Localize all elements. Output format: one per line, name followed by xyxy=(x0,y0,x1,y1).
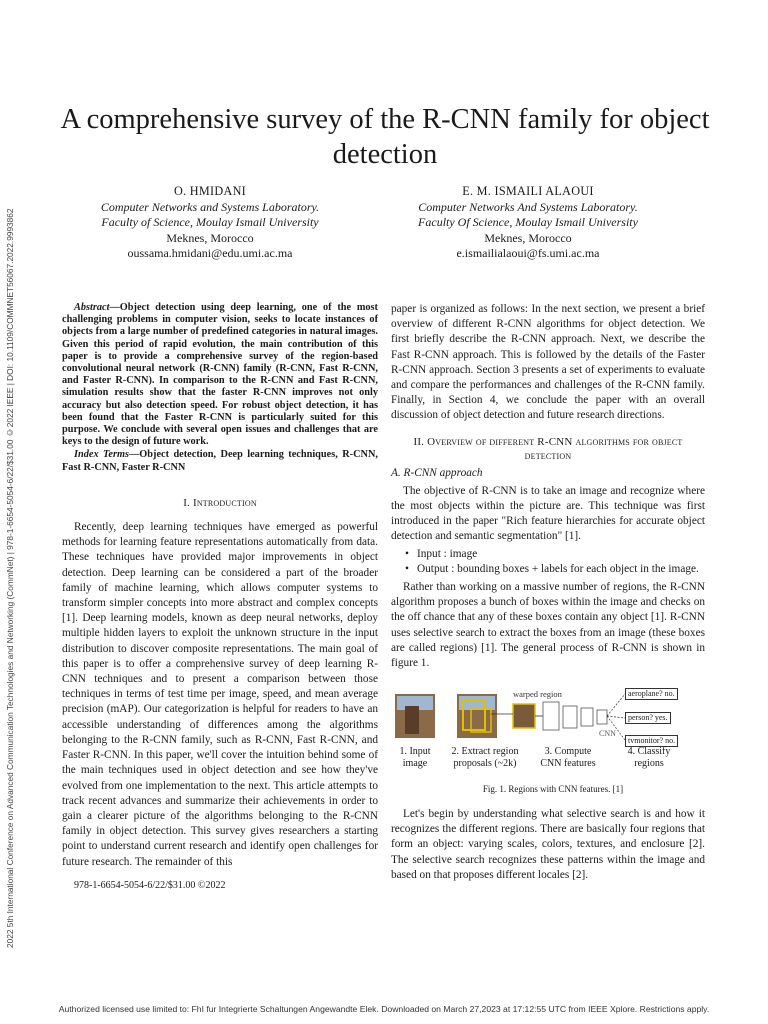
author-lab: Computer Networks and Systems Laboratory. xyxy=(100,199,320,214)
intro-paragraph: Recently, deep learning techniques have emerged as powerful methods for learning feature representations automatically from data. These techniques have provided major improvements in object detection. Deep learning can be considered a part of the broader family of machine learning, which allows computer systems to transform simpler concepts into more abstract and complex concepts [1]. Deep learning models, known as deep neural networks, deploy multiple hidden layers to exploit the unknown structure in the input distribution to discover composite representations. The main goal of this paper is to offer a comprehensive survey of deep learning R-CNN techniques and to present a comparison between those techniques in terms of test time per image, speed, and mean average precision (mAP). Our categorization is helpful for readers to have an accessible understanding of differences among the algorithms belonging to the R-CNN family, such as R-CNN, Fast R-CNN, and Faster R-CNN. In this paper, we'll cover the intuition behind some of the main techniques used in object detection and see how they've evolved from one implementation to the next. This article attempts to track recent advances and summarize their achievements in order to gain a clearer picture of the algorithms belonging to the R-CNN family in object detection. This survey gives researchers a starting point to understand current research and identify open challenges for future research. The remainder of this xyxy=(62,521,378,868)
subsection-heading-rcnn: A. R-CNN approach xyxy=(391,466,483,479)
selective-search-paragraph: Let's begin by understanding what selective search is and how it recognizes the different regions. There are basically four regions that form an object: varying scales, colors, textures, and enclosure [2]. The selective search recognizes these patterns within the image and based on that proposes different locales [2]. xyxy=(391,808,705,881)
index-terms xyxy=(62,449,378,473)
outline-paragraph: paper is organized as follows: In the next section, we present a brief overview of different R-CNN algorithms for object detection. We first briefly describe the R-CNN approach. Next, we describe the Fast R-CNN approach. This is followed by the details of the Faster R-CNN approach. Section 3 presents a set of experiments to evaluate and compare the performances and challenges of the R-CNN family. Finally, in Section 4, we conclude the paper with an overall discussion of object detection and future research directions. xyxy=(391,303,705,422)
output-box: person? yes. xyxy=(625,712,671,724)
warped-region-image xyxy=(513,704,535,728)
paper-title: A comprehensive survey of the R-CNN family for object detection xyxy=(60,104,710,170)
author-faculty: Faculty Of Science, Moulay Ismail University xyxy=(418,215,638,229)
author-city: Meknes, Morocco xyxy=(484,230,572,245)
right-column xyxy=(391,302,705,671)
section-numeral: I. xyxy=(183,496,191,509)
section-heading-introduction xyxy=(62,496,378,511)
list-item: • Output : bounding boxes + labels for each object in the image. xyxy=(417,562,705,577)
author-faculty: Faculty of Science, Moulay Ismail University xyxy=(101,215,319,229)
output-box: tvmonitor? no. xyxy=(625,735,678,747)
step-compute: 3. Compute CNN features xyxy=(540,746,596,769)
author-name: E. M. ISMAILI ALAOUI xyxy=(462,184,594,198)
section-numeral: II. xyxy=(413,435,425,448)
warped-region-label: warped region xyxy=(513,689,562,699)
figure-caption: Fig. 1. Regions with CNN features. [1] xyxy=(482,784,624,794)
rcnn-figure xyxy=(393,688,713,772)
section-title: Overview of different R-CNN algorithms for object detection xyxy=(427,435,683,462)
author-city: Meknes, Morocco xyxy=(166,230,254,245)
cnn-block xyxy=(543,702,559,730)
cnn-label: CNN xyxy=(599,729,616,738)
license-note: Authorized licensed use limited to: FhI fur Integrierte Schaltungen Angewandte Elek. Downloaded on March 27,2023 at 17:12:55 UTC from IEEE Xplore. Restrictions apply. xyxy=(58,1004,710,1014)
right-column-lower xyxy=(391,807,705,883)
rcnn-paragraph-2: Rather than working on a massive number of regions, the R-CNN algorithm proposes a bunch of boxes within the image and checks on the off chance that any of these boxes contain any object [1]. R-CNN uses selective search to extract the boxes from an image (these boxes are called regions) [1]. The general process of R-CNN is shown in figure 1. xyxy=(391,581,705,670)
author-email[interactable]: e.ismailialaoui@fs.umi.ac.ma xyxy=(456,246,600,260)
author-email[interactable]: oussama.hmidani@edu.umi.ac.ma xyxy=(127,246,293,260)
index-terms-text: —Object detection, Deep learning techniques, R-CNN, Fast R-CNN, Faster R-CNN xyxy=(62,449,378,473)
step-classify: 4. Classify regions xyxy=(627,746,671,769)
abstract xyxy=(62,302,378,448)
doi-sidebar: 2022 5th International Conference on Advanced Communication Technologies and Networking (CommNet) | 978-1-6654-5054-6/22/$31.00 ©2022 IEEE | DOI: 10.1109/COMMNET56067.2022.9993862 xyxy=(5,208,15,948)
step-input: 1. Input image xyxy=(399,746,431,769)
rcnn-paragraph-1: The objective of R-CNN is to take an image and recognize where the most objects within the picture are. This technique was first introduced in the paper "Rich feature hierarchies for accurate object detection and semantic segmentation" [1]. xyxy=(391,484,705,543)
output-box: aeroplane? no. xyxy=(625,688,678,700)
list-item: • Input : image xyxy=(417,547,705,562)
index-terms-label: Index Terms xyxy=(74,449,129,461)
left-column xyxy=(62,302,378,870)
author-block-2 xyxy=(390,184,666,262)
author-name: O. HMIDANI xyxy=(173,184,247,198)
section-heading-overview xyxy=(391,435,705,463)
abstract-text: —Object detection using deep learning, one of the most challenging problems in computer vision, seeks to locate instances of objects from a large number of predefined categories in natural images. Given this period of rapid evolution, the main contribution of this paper is to provide a comprehensive survey of the region-based convolutional neural network (R-CNN) family (R-CNN, Fast R-CNN, and Faster R-CNN). In comparison to the R-CNN and Fast R-CNN, simulation results show that the faster R-CNN improves not only accuracy but also detection speed. For robust object detection, it has been found that the Faster R-CNN is particularly suited for this purpose. We conclude with several open issues and challenges that are keys to the design of future work. xyxy=(62,302,378,448)
section-title: Introduction xyxy=(192,496,257,509)
step-extract: 2. Extract region proposals (~2k) xyxy=(451,746,519,769)
author-lab: Computer Networks And Systems Laboratory. xyxy=(418,199,638,214)
copyright-footnote: 978-1-6654-5054-6/22/$31.00 ©2022 xyxy=(74,880,226,891)
abstract-label: Abstract xyxy=(74,302,110,313)
author-block-1 xyxy=(90,184,330,262)
io-list xyxy=(391,547,705,577)
